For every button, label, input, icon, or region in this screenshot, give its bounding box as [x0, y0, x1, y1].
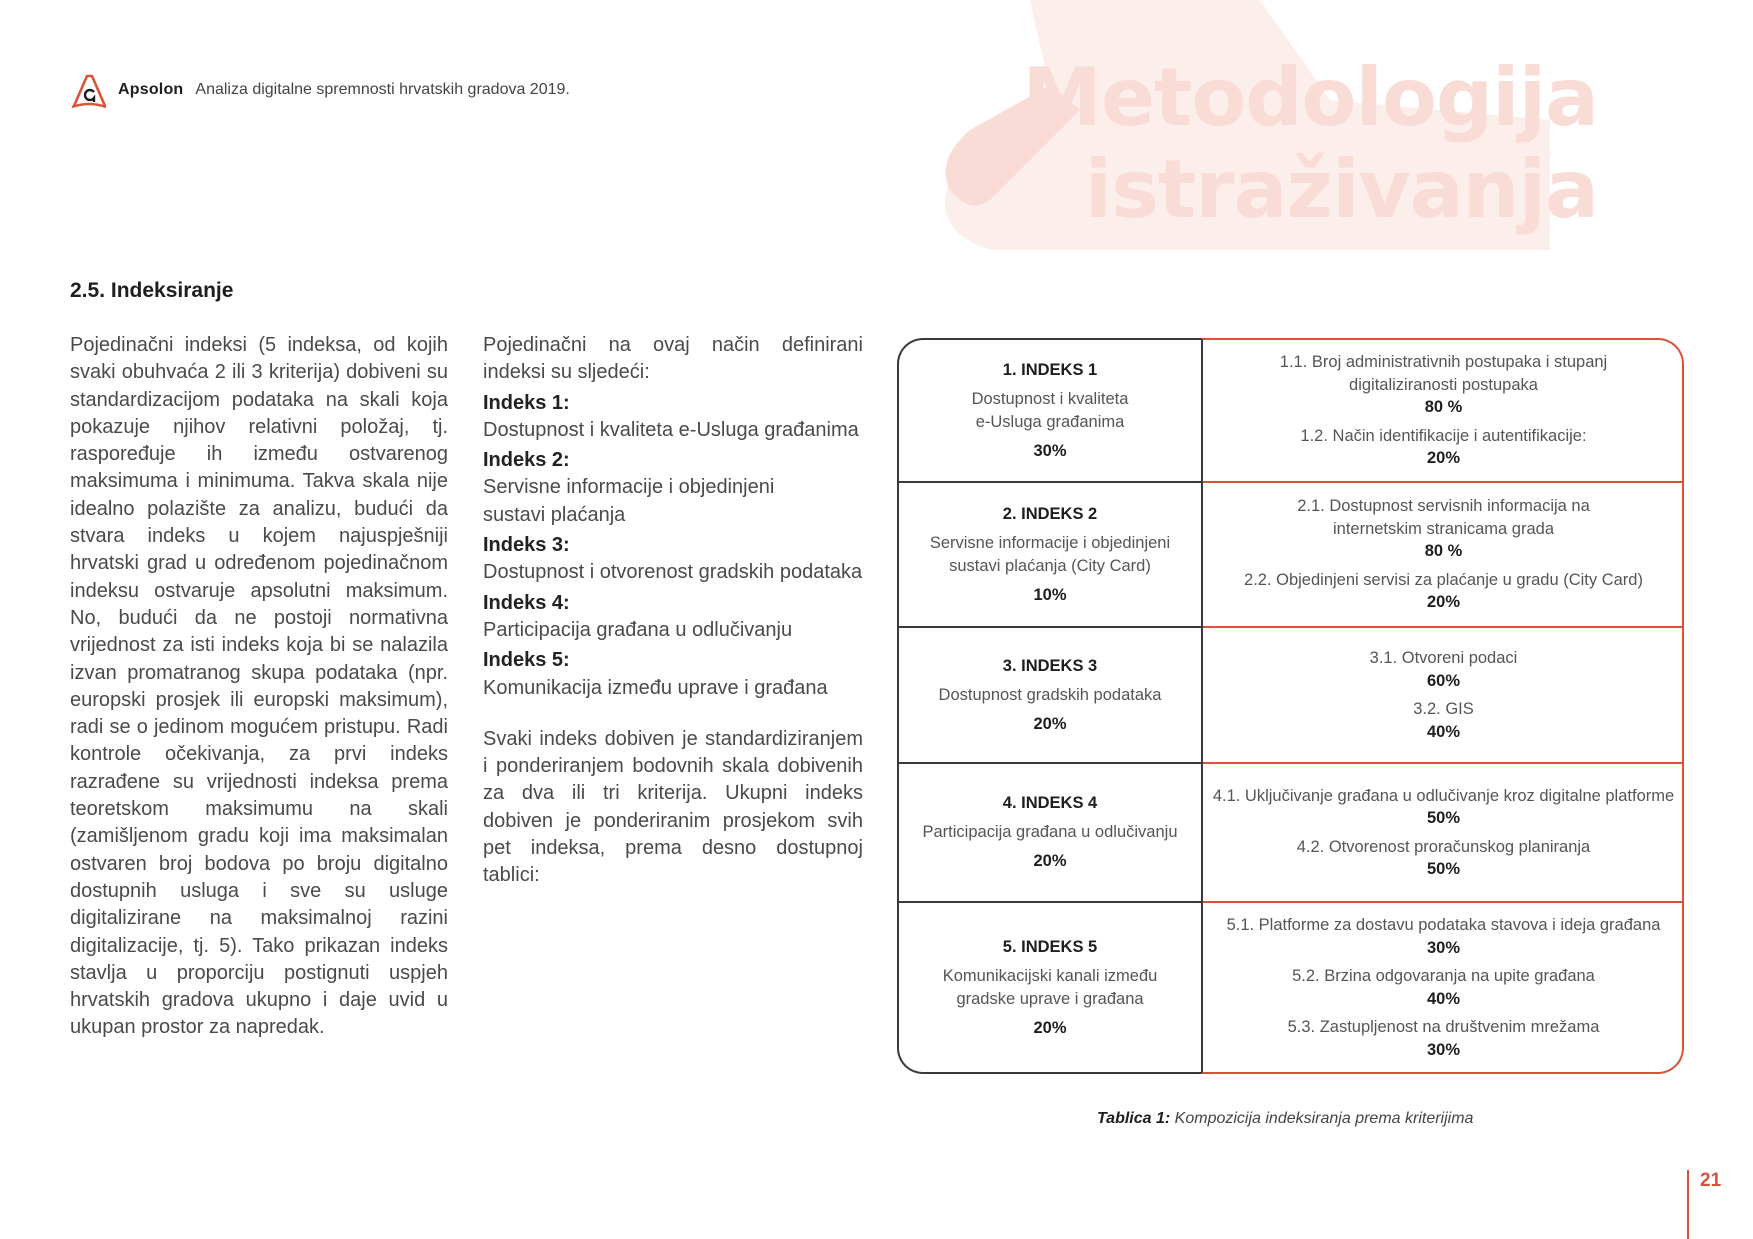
- index-list-intro: Pojedinačni na ovaj način definirani indeksi su sljedeći:: [483, 334, 863, 384]
- index-desc-line: Participacija građana u odlučivanju: [922, 823, 1178, 841]
- criterion-label: 5.3. Zastupljenost na društvenim mrežama: [1287, 1018, 1600, 1036]
- criterion-weight: 80 %: [1424, 398, 1463, 417]
- table-caption: [1097, 1110, 1473, 1128]
- criterion-label: 2.2. Objedinjeni servisi za plaćanje u gradu (City Card): [1244, 570, 1643, 589]
- criterion-weight: 20%: [1426, 593, 1461, 612]
- criteria-cell: [1203, 628, 1684, 762]
- index-desc-line: Servisne informacije i objedinjeni: [929, 533, 1171, 552]
- criterion-weight: 50%: [1426, 809, 1461, 827]
- left-paragraph: Pojedinačni indeksi (5 indeksa, od kojih svaki obuhvaća 2 ili 3 kriterija) dobiveni su standardizacijom podataka na skali koja pokazuje njihov relativni položaj, tj. raspoređuje ih između ostvarenog maksimuma i minimuma. Takva skala nije idealno polazište za analizu, budući da stvara indeks u kojem najuspješniji hrvatski grad u određenom pojedinačnom indeksu ostvaruje apsolutni maksimum. No, budući da ne postoji normativna vrijednost za isti indeks koja bi se nalazila izvan promatranog skupa podataka (npr. europski prosjek ili europski maksimum), radi se o jedinom mogućem pristupu. Radi kontrole očekivanja, za prvi indeks razrađene su vrijednosti indeksa prema teoretskom maksimumu na skali (zamišljenom gradu koji ima maksimalan ostvaren broj bodova po broju digitalno dostupnih usluga i sve su usluge digitalizirane na maksimalnoj razini digitalizacije, tj. 5). Tako prikazan indeks stavlja u proporciju postignuti uspjeh hrvatskih gradova ukupno i daje uvid u ukupan prostor za napredak.: [70, 334, 448, 1039]
- index-cell: [897, 483, 1203, 626]
- criteria-cell: [1203, 483, 1684, 626]
- index-title: 1. INDEKS 1: [1002, 360, 1098, 379]
- table-row: [897, 483, 1684, 626]
- index-cell: [897, 903, 1203, 1072]
- index-description: Komunikacija između uprave i građana: [483, 676, 828, 699]
- criterion-weight: 40%: [1426, 989, 1461, 1008]
- criterion-label-line: digitaliziranosti postupaka: [1349, 375, 1538, 394]
- table-row: [897, 903, 1684, 1072]
- criterion-label-line: 1.1. Broj administrativnih postupaka i stupanj: [1279, 353, 1608, 372]
- index-description: Dostupnost i kvaliteta e-Usluga građanima: [483, 418, 859, 441]
- index-list-item: [483, 390, 863, 445]
- index-weight: 30%: [1033, 441, 1067, 460]
- criterion-label: 5.1. Platforme za dostavu podataka stavova i ideja građana: [1226, 916, 1661, 934]
- criterion-weight: 60%: [1426, 671, 1461, 690]
- criterion-weight: 20%: [1426, 449, 1461, 468]
- index-title: 5. INDEKS 5: [1002, 937, 1098, 956]
- document-title: Analiza digitalne spremnosti hrvatskih gradova 2019.: [195, 81, 570, 98]
- page-header: [70, 70, 570, 110]
- index-desc-line: gradske uprave i građana: [956, 989, 1144, 1008]
- index-list-item: [483, 532, 863, 587]
- criterion-label-line: internetskim stranicama grada: [1332, 519, 1554, 538]
- index-name: Indeks 3:: [483, 534, 570, 557]
- criteria-cell: [1203, 764, 1684, 901]
- criterion-label-line: 2.1. Dostupnost servisnih informacija na: [1297, 497, 1590, 516]
- index-cell: [897, 764, 1203, 901]
- criterion-weight: 30%: [1426, 1040, 1461, 1059]
- index-description: Dostupnost i otvorenost gradskih podataka: [483, 561, 863, 584]
- caption-label: Tablica 1:: [1097, 1110, 1171, 1127]
- logo-text: Apsolon: [118, 81, 184, 98]
- index-name: Indeks 2:: [483, 449, 570, 472]
- index-weight: 20%: [1033, 714, 1067, 733]
- index-desc-line: sustavi plaćanja (City Card): [949, 556, 1151, 575]
- index-composition-table: [897, 338, 1684, 1074]
- chapter-title: [1022, 52, 1598, 236]
- index-name: Indeks 4:: [483, 591, 570, 614]
- page-number: 21: [1700, 1170, 1722, 1191]
- index-title: 3. INDEKS 3: [1002, 656, 1098, 675]
- chapter-title-line-1: Metodologija: [1022, 51, 1598, 144]
- index-desc-line: e-Usluga građanima: [975, 412, 1125, 431]
- index-description: Servisne informacije i objedinjeni sustavi plaćanja: [483, 476, 775, 526]
- index-list-item: [483, 447, 863, 529]
- criterion-label: 3.2. GIS: [1413, 700, 1474, 718]
- index-cell-description: [943, 965, 1158, 1011]
- index-description: Participacija građana u odlučivanju: [483, 618, 793, 641]
- index-name: Indeks 1:: [483, 391, 570, 414]
- index-cell: [897, 340, 1203, 481]
- criterion-weight: 80 %: [1424, 542, 1463, 561]
- index-cell-description: [930, 532, 1170, 578]
- index-list-column: [483, 332, 863, 890]
- criterion-label: 5.2. Brzina odgovaranja na upite građana: [1292, 967, 1595, 985]
- criterion-label: 3.1. Otvoreni podaci: [1369, 649, 1518, 667]
- criterion-weight: 50%: [1426, 860, 1461, 878]
- criterion-label: 4.1. Uključivanje građana u odlučivanje kroz digitalne platforme: [1212, 786, 1675, 805]
- index-weight: 10%: [1033, 585, 1067, 604]
- criteria-cell: [1203, 340, 1684, 481]
- criterion-label: [1280, 351, 1607, 396]
- section-heading: 2.5. Indeksiranje: [70, 279, 234, 302]
- criterion-weight: 40%: [1426, 722, 1461, 741]
- index-cell-description: [923, 821, 1178, 844]
- index-title: 2. INDEKS 2: [1002, 504, 1098, 523]
- page-number-divider: [1687, 1170, 1689, 1239]
- criterion-label: 4.2. Otvorenost proračunskog planiranja: [1296, 837, 1591, 856]
- table-row: [897, 628, 1684, 762]
- table-row: [897, 764, 1684, 901]
- index-cell-description: [972, 388, 1129, 434]
- caption-text: Kompozicija indeksiranja prema kriterijima: [1170, 1110, 1474, 1127]
- index-desc-line: Dostupnost gradskih podataka: [938, 685, 1162, 704]
- index-list-item: [483, 590, 863, 645]
- index-cell: [897, 628, 1203, 762]
- criterion-label: 1.2. Način identifikacije i autentifikacije:: [1300, 426, 1587, 445]
- criteria-cell: [1203, 903, 1684, 1072]
- chapter-title-line-2: istraživanja: [1084, 143, 1598, 236]
- index-list-item: [483, 647, 863, 702]
- index-desc-line: Dostupnost i kvaliteta: [971, 389, 1129, 408]
- index-desc-line: Komunikacijski kanali između: [942, 966, 1158, 985]
- index-weight: 20%: [1033, 1018, 1067, 1037]
- index-title: 4. INDEKS 4: [1002, 794, 1098, 812]
- index-list-outro: Svaki indeks dobiven je standardiziranjem i ponderiranjem bodovnih skala dobivenih za dva ili tri kriterija. Ukupni indeks dobiven je ponderiranim prosjekom svih pet indeksa, prema desno dostupnoj tablici:: [483, 727, 863, 887]
- index-weight: 20%: [1033, 852, 1067, 870]
- table-row: [897, 340, 1684, 481]
- index-name: Indeks 5:: [483, 649, 570, 672]
- criterion-weight: 30%: [1426, 938, 1461, 957]
- index-cell-description: [939, 684, 1162, 707]
- apsolon-logo-icon: [70, 70, 108, 110]
- criterion-label: [1297, 495, 1590, 540]
